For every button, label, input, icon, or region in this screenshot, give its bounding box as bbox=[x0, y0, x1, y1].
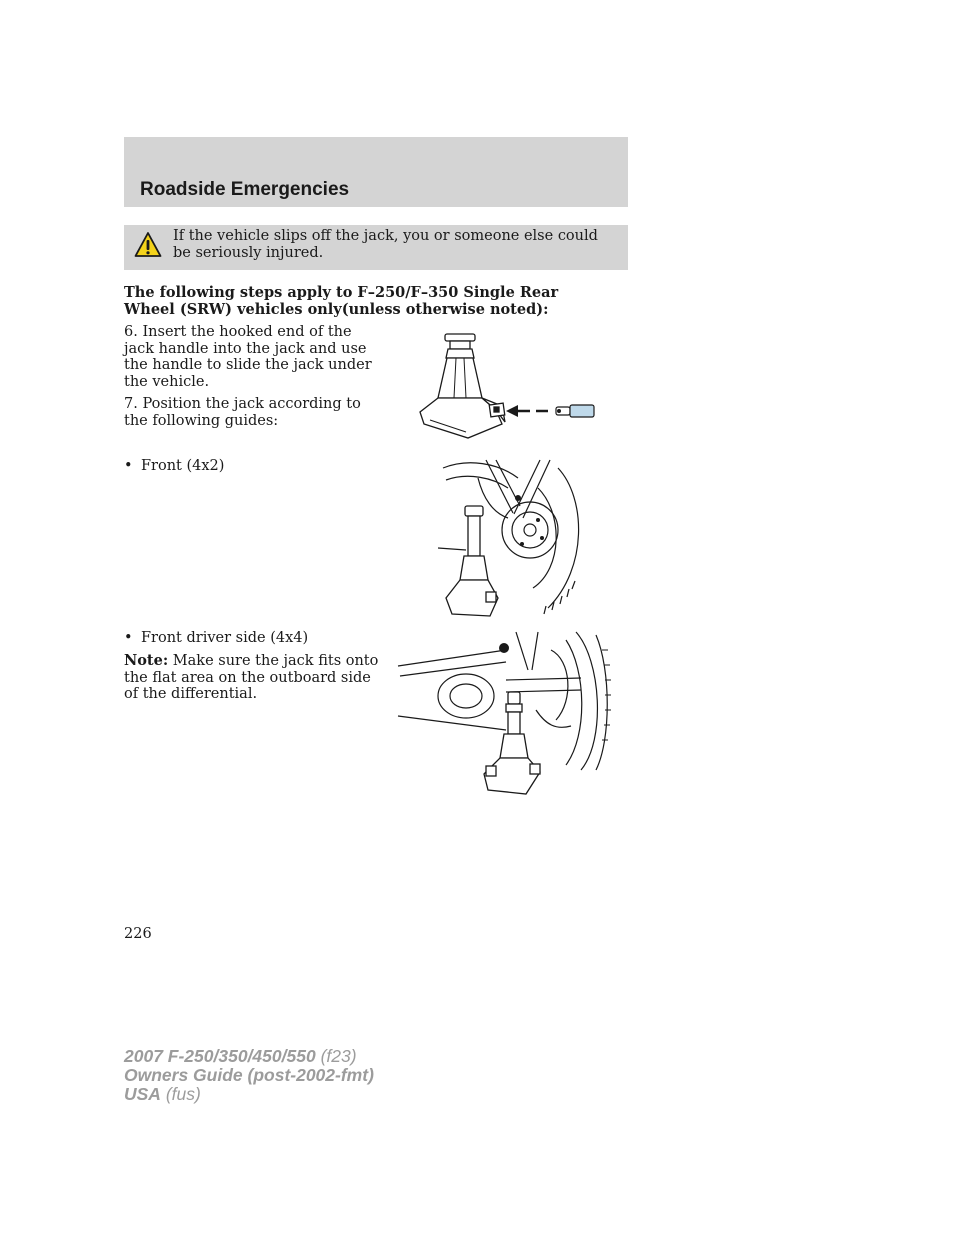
steps-intro: The following steps apply to F–250/F–350 Single Rear Wheel (SRW) vehicles only(unless otherwise noted): bbox=[124, 284, 559, 318]
bullet-front-driver-4x4: • Front driver side (4x4) bbox=[124, 630, 309, 646]
footer-document-id bbox=[124, 1047, 374, 1104]
bullet-front-driver-4x4-label: Front driver side (4x4) bbox=[141, 630, 309, 646]
footer-guide: Owners Guide (post-2002-fmt) bbox=[124, 1065, 374, 1085]
front-4x2-jack-position-illustration bbox=[438, 458, 590, 620]
note-label: Note: bbox=[124, 652, 169, 669]
section-header-band bbox=[124, 137, 628, 207]
footer-model-code: (f23) bbox=[315, 1046, 357, 1066]
footer-market: USA bbox=[124, 1084, 161, 1104]
section-title: Roadside Emergencies bbox=[140, 179, 350, 200]
page-number: 226 bbox=[124, 926, 152, 942]
jack-handle-illustration bbox=[410, 328, 610, 443]
bullet-front-4x2-label: Front (4x2) bbox=[141, 458, 225, 474]
note-paragraph bbox=[124, 653, 384, 703]
warning-box bbox=[124, 225, 628, 270]
step-7-text: 7. Position the jack according to the following guides: bbox=[124, 396, 361, 429]
note-text: Make sure the jack fits onto the flat area on the outboard side of the differential. bbox=[124, 653, 379, 702]
footer-model: 2007 F-250/350/450/550 bbox=[124, 1046, 316, 1066]
warning-text: If the vehicle slips off the jack, you or someone else could be seriously injured. bbox=[173, 228, 598, 261]
bullet-front-4x2: • Front (4x2) bbox=[124, 458, 225, 474]
footer-market-code: (fus) bbox=[160, 1084, 201, 1104]
step-6-text: 6. Insert the hooked end of the jack handle into the jack and use the handle to slide the jack under the vehicle. bbox=[124, 324, 372, 390]
front-driver-4x4-jack-position-illustration bbox=[396, 630, 618, 798]
warning-triangle-icon bbox=[134, 231, 162, 259]
